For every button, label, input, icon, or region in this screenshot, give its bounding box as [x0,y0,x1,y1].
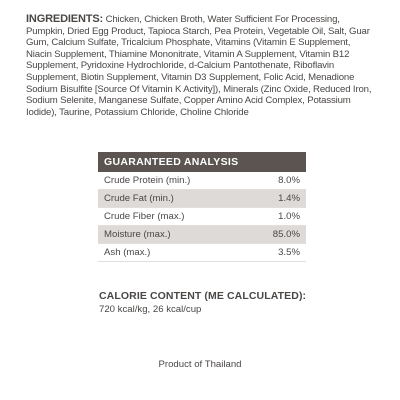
table-row [98,172,306,190]
table-row [98,208,306,226]
table-row [98,190,306,208]
nutrient-name: Crude Protein (min.) [98,172,247,190]
calorie-content-title: CALORIE CONTENT (ME CALCULATED): [99,290,307,302]
guaranteed-analysis-table [98,152,306,262]
ingredients-text: Chicken, Chicken Broth, Water Sufficient For Processing, Pumpkin, Dried Egg Product, Tapioca Starch, Pea Protein, Vegetable Oil, Salt, Guar Gum, Calcium Sulfate, Tricalcium Phosphate, Vitamins (Vitamin E Supplement, Niacin Supplement, Thiamine Mononitrate, Vitamin A Supplement, Vitamin B12 Supplement, Pyridoxine Hydrochloride, d-Calcium Pantothenate, Riboflavin Supplement, Biotin Supplement, Vitamin D3 Supplement, Folic Acid, Menadione Sodium Bisulfite [Source Of Vitamin K Activity]), Minerals (Zinc Oxide, Reduced Iron, Sodium Selenite, Manganese Sulfate, Copper Amino Acid Complex, Potassium Iodide), Taurine, Potassium Chloride, Choline Chloride [26,14,372,118]
nutrient-value: 1.0% [247,208,306,226]
nutrient-name: Crude Fat (min.) [98,190,247,208]
calorie-content-value: 720 kcal/kg, 26 kcal/cup [99,304,202,315]
table-row [98,226,306,244]
nutrient-value: 8.0% [247,172,306,190]
nutrient-name: Moisture (max.) [98,226,247,244]
guaranteed-analysis-title: GUARANTEED ANALYSIS [98,152,306,172]
nutrient-value: 85.0% [247,226,306,244]
nutrient-value: 3.5% [247,244,306,262]
ingredients-paragraph [26,14,378,118]
nutrient-value: 1.4% [247,190,306,208]
table-row [98,244,306,262]
nutrient-name: Crude Fiber (max.) [98,208,247,226]
country-of-origin: Product of Thailand [158,359,242,370]
nutrient-name: Ash (max.) [98,244,247,262]
ingredients-label: INGREDIENTS: [26,13,104,25]
